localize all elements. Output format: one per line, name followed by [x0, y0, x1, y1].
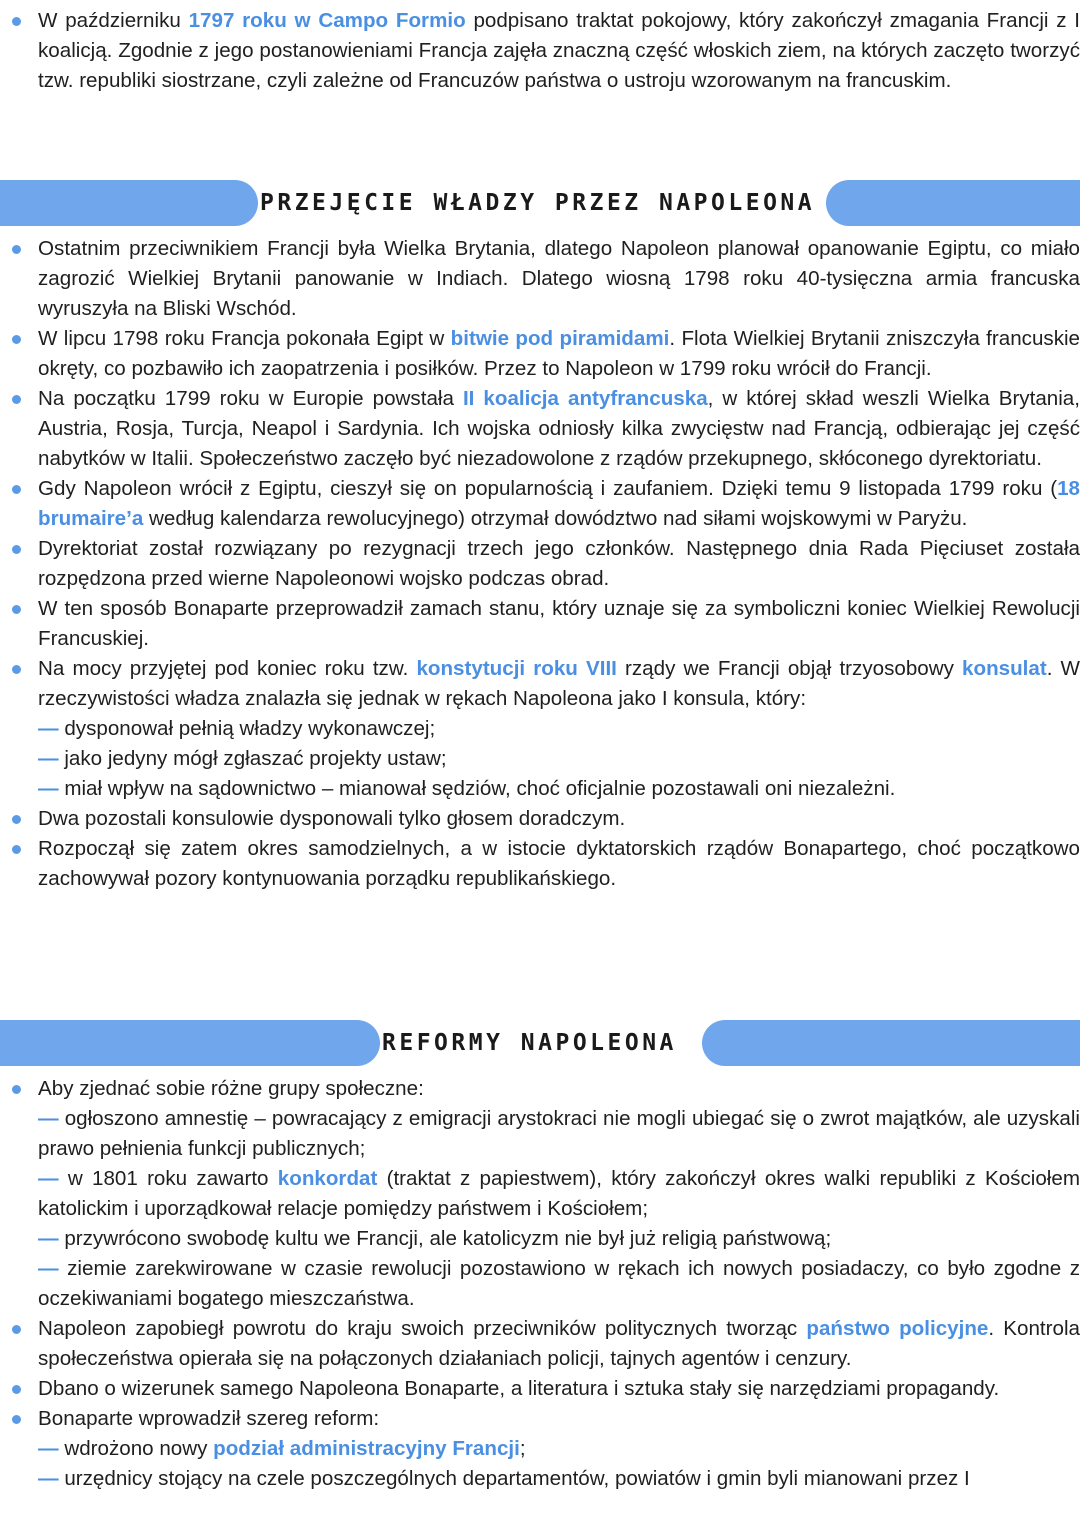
sub-item: — miał wpływ na sądownictwo – mianował sędziów, choć oficjalnie pozostawali oni niezależni.: [38, 777, 896, 800]
section-banner-2: [0, 1020, 1080, 1066]
highlight-term: 18 brumaire’a: [38, 477, 1080, 530]
sub-item: — jako jedyny mógł zgłaszać projekty ustaw;: [38, 747, 447, 770]
list-item: Dyrektoriat został rozwiązany po rezygnacji trzech jego członków. Następnego dnia Rada Pięciuset została rozpędzona przed wierne Napoleonowi wojsko podczas obrad.: [38, 534, 1080, 594]
section-2-content: [0, 1074, 1080, 1494]
sub-item: — ziemie zarekwirowane w czasie rewolucji pozostawiono w rękach ich nowych posiadaczy, co było zgodne z oczekiwaniami bogatego mieszczaństwa.: [38, 1257, 1080, 1310]
sub-item: — przywrócono swobodę kultu we Francji, ale katolicyzm nie był już religią państwową;: [38, 1227, 832, 1250]
banner-bar-left: [0, 180, 258, 226]
section-title: PRZEJĘCIE WŁADZY PRZEZ NAPOLEONA: [260, 190, 816, 216]
list-item: W lipcu 1798 roku Francja pokonała Egipt w bitwie pod piramidami. Flota Wielkiej Brytanii zniszczyła francuskie okręty, co pozbawiło ich zaopatrzenia i posiłków. Przez to Napoleon w 1799 roku wrócił do Francji.: [38, 324, 1080, 384]
list-item: Dwa pozostali konsulowie dysponowali tylko głosem doradczym.: [38, 804, 1080, 834]
dash-marker: —: [38, 1257, 59, 1280]
banner-bar-right: [826, 180, 1080, 226]
sub-item: — urzędnicy stojący na czele poszczególnych departamentów, powiatów i gmin byli mianowani przez I: [38, 1467, 970, 1490]
sub-item: — ogłoszono amnestię – powracający z emigracji arystokraci nie mogli ubiegać się o zwrot majątków, ale uzyskali prawo pełnienia funkcji publicznych;: [38, 1107, 1080, 1160]
dash-marker: —: [38, 1467, 59, 1490]
highlight-term: konstytucji roku VIII: [416, 657, 617, 680]
list-item: Na mocy przyjętej pod koniec roku tzw. konstytucji roku VIII rządy we Francji objął trzyosobowy konsulat. W rzeczywistości władza znalazła się jednak w rękach Napoleona jako I konsula, który: — dysponował pełnią władzy wykonawczej; — jako jedyny mógł zgłaszać projekty ustaw; — miał wpływ na sądownictwo – mianował sędziów, choć oficjalnie pozostawali oni niezależni.: [38, 654, 1080, 804]
sub-item: — dysponował pełnią władzy wykonawczej;: [38, 717, 436, 740]
dash-marker: —: [38, 1107, 59, 1130]
list-item: Dbano o wizerunek samego Napoleona Bonaparte, a literatura i sztuka stały się narzędziami propagandy.: [38, 1374, 1080, 1404]
highlight-term: konkordat: [277, 1167, 378, 1190]
list-item: Na początku 1799 roku w Europie powstała II koalicja antyfrancuska, w której skład weszli Wielka Brytania, Austria, Rosja, Turcja, Neapol i Sardynia. Ich wojska odniosły kilka zwycięstw nad Francją, odbierając jej część nabytków w Italii. Społeczeństwo zaczęło być niezadowolone z rządów przekupnego, skłóconego dyrektoriatu.: [38, 384, 1080, 474]
highlight-term: państwo policyjne: [806, 1317, 989, 1340]
banner-bar-right: [702, 1020, 1080, 1066]
list-item: W ten sposób Bonaparte przeprowadził zamach stanu, który uznaje się za symboliczni koniec Wielkiej Rewolucji Francuskiej.: [38, 594, 1080, 654]
dash-marker: —: [38, 777, 59, 800]
list-item: Gdy Napoleon wrócił z Egiptu, cieszył się on popularnością i zaufaniem. Dzięki temu 9 listopada 1799 roku (18 brumaire’a według kalendarza rewolucyjnego) otrzymał dowództwo nad siłami wojskowymi w Paryżu.: [38, 474, 1080, 534]
list-item: Napoleon zapobiegł powrotu do kraju swoich przeciwników politycznych tworząc państwo policyjne. Kontrola społeczeństwa opierała się na połączonych działaniach policji, tajnych agentów i cenzury.: [38, 1314, 1080, 1374]
dash-marker: —: [38, 1437, 59, 1460]
dash-marker: —: [38, 1227, 59, 1250]
intro-section: [0, 6, 1080, 96]
section-banner-1: [0, 180, 1080, 226]
list-item: Rozpoczął się zatem okres samodzielnych, a w istocie dyktatorskich rządów Bonapartego, choć początkowo zachowywał pozory kontynuowania porządku republikańskiego.: [38, 834, 1080, 894]
list-item: W październiku 1797 roku w Campo Formio podpisano traktat pokojowy, który zakończył zmagania Francji z I koalicją. Zgodnie z jego postanowieniami Francja zajęła znaczną część włoskich ziem, na których zaczęto tworzyć tzw. republiki siostrzane, czyli zależne od Francuzów państwa o ustroju wzorowanym na francuskim.: [38, 6, 1080, 96]
highlight-term: bitwie pod piramidami: [450, 327, 670, 350]
section-title: REFORMY NAPOLEONA: [382, 1030, 677, 1056]
dash-marker: —: [38, 1167, 59, 1190]
dash-marker: —: [38, 717, 59, 740]
sub-item: — w 1801 roku zawarto konkordat (traktat z papiestwem), który zakończył okres walki republiki z Kościołem katolickim i uporządkował relacje pomiędzy państwem i Kościołem;: [38, 1167, 1080, 1220]
highlight-term: 1797 roku w Campo Formio: [188, 9, 466, 32]
banner-bar-left: [0, 1020, 380, 1066]
highlight-term: podział administracyjny Francji: [213, 1437, 520, 1460]
section-1-content: [0, 234, 1080, 894]
list-item: Aby zjednać sobie różne grupy społeczne: — ogłoszono amnestię – powracający z emigracji arystokraci nie mogli ubiegać się o zwrot majątków, ale uzyskali prawo pełnienia funkcji publicznych; — w 1801 roku zawarto konkordat (traktat z papiestwem), który zakończył okres walki republiki z Kościołem katolickim i uporządkował relacje pomiędzy państwem i Kościołem; — przywrócono swobodę kultu we Francji, ale katolicyzm nie był już religią państwową; — ziemie zarekwirowane w czasie rewolucji pozostawiono w rękach ich nowych posiadaczy, co było zgodne z oczekiwaniami bogatego mieszczaństwa.: [38, 1074, 1080, 1314]
sub-item: — wdrożono nowy podział administracyjny Francji;: [38, 1437, 526, 1460]
highlight-term: konsulat: [962, 657, 1047, 680]
highlight-term: II koalicja antyfrancuska: [462, 387, 708, 410]
dash-marker: —: [38, 747, 59, 770]
list-item: Ostatnim przeciwnikiem Francji była Wielka Brytania, dlatego Napoleon planował opanowanie Egiptu, co miało zagrozić Wielkiej Brytanii panowanie w Indiach. Dlatego wiosną 1798 roku 40-tysięczna armia francuska wyruszyła na Bliski Wschód.: [38, 234, 1080, 324]
list-item: Bonaparte wprowadził szereg reform: — wdrożono nowy podział administracyjny Francji; — urzędnicy stojący na czele poszczególnych departamentów, powiatów i gmin byli mianowani przez I: [38, 1404, 1080, 1494]
